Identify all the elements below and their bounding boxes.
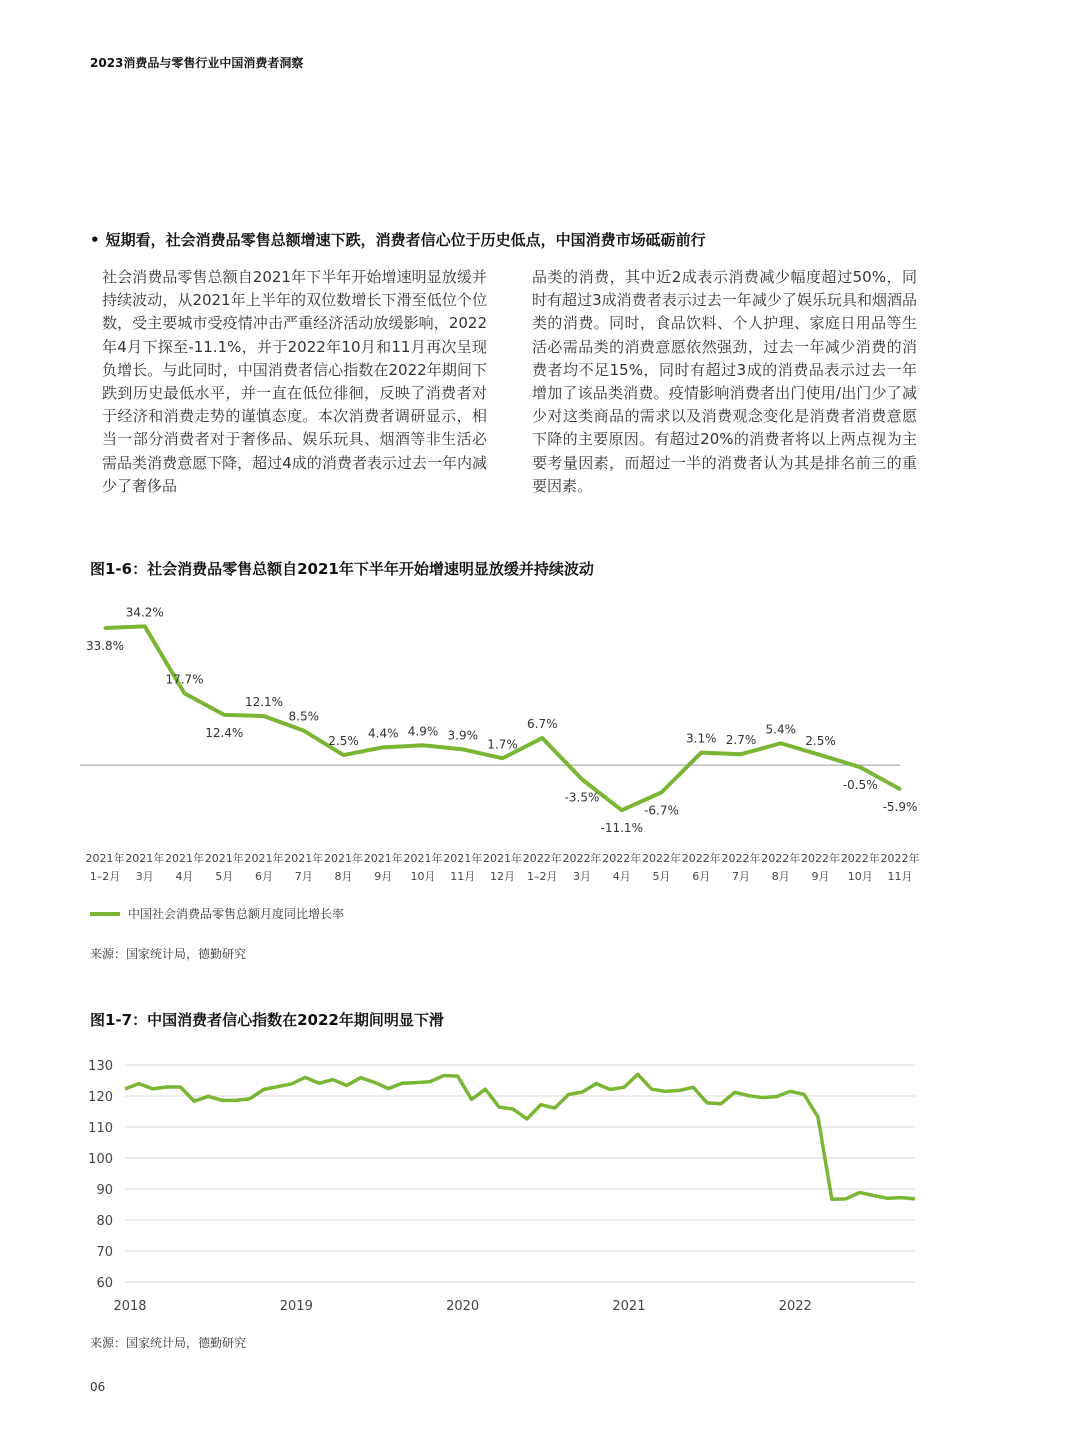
data-point bbox=[422, 744, 425, 747]
figure1-title: 图1-6：社会消费品零售总额自2021年下半年开始增速明显放缓并持续波动 bbox=[90, 560, 594, 578]
x-tick-label: 10月 bbox=[847, 870, 873, 883]
data-point bbox=[541, 736, 544, 739]
x-tick-label: 3月 bbox=[135, 870, 154, 883]
data-point bbox=[899, 788, 902, 791]
data-point bbox=[779, 742, 782, 745]
data-label: 34.2% bbox=[125, 605, 164, 620]
x-tick-label: 10月 bbox=[410, 870, 436, 883]
x-tick-label: 2021年 bbox=[443, 852, 483, 865]
y-tick-label: 130 bbox=[88, 1059, 113, 1074]
x-tick-label: 7月 bbox=[294, 870, 313, 883]
x-tick-label: 2021年 bbox=[483, 852, 522, 865]
data-label: 5.4% bbox=[765, 722, 796, 737]
x-tick-label: 7月 bbox=[732, 870, 750, 883]
x-tick-label: 2021年 bbox=[403, 852, 443, 865]
x-tick-label: 6月 bbox=[692, 870, 711, 883]
x-tick-label: 5月 bbox=[215, 870, 234, 883]
x-tick-label: 2022年 bbox=[801, 852, 840, 865]
x-tick-label: 12月 bbox=[490, 870, 515, 883]
legend-label: 中国社会消费品零售总额月度同比增长率 bbox=[128, 907, 345, 921]
data-point bbox=[819, 754, 822, 757]
consumer-confidence-chart bbox=[80, 1045, 940, 1320]
x-tick-label: 9月 bbox=[374, 870, 393, 883]
data-point bbox=[183, 692, 186, 695]
x-tick-label: 2022年 bbox=[681, 852, 721, 865]
series-line bbox=[125, 1074, 915, 1199]
x-tick-label: 2022年 bbox=[602, 852, 642, 865]
data-point bbox=[302, 729, 305, 732]
x-tick-label: 2021年 bbox=[363, 852, 403, 865]
data-label: -5.9% bbox=[882, 800, 918, 815]
x-tick-label: 2021年 bbox=[244, 852, 284, 865]
document-header: 2023消费品与零售行业中国消费者洞察 bbox=[90, 56, 304, 70]
data-label: 8.5% bbox=[288, 709, 319, 724]
x-tick-label: 9月 bbox=[811, 870, 830, 883]
data-point bbox=[382, 746, 385, 749]
figure1-source: 来源：国家统计局，德勤研究 bbox=[90, 947, 247, 961]
x-tick-label: 4月 bbox=[175, 870, 194, 883]
x-tick-label: 8月 bbox=[334, 870, 353, 883]
data-label: 3.9% bbox=[447, 728, 478, 743]
data-point bbox=[461, 748, 464, 751]
data-label: -11.1% bbox=[600, 821, 643, 836]
x-tick-label: 2021年 bbox=[284, 852, 324, 865]
legend-line-swatch bbox=[90, 912, 120, 916]
y-tick-label: 60 bbox=[96, 1276, 113, 1291]
figure2-title: 图1-7：中国消费者信心指数在2022年期间明显下滑 bbox=[90, 1011, 444, 1029]
y-tick-label: 100 bbox=[88, 1152, 113, 1167]
y-tick-label: 90 bbox=[96, 1183, 113, 1198]
x-tick-label: 2022年 bbox=[642, 852, 681, 865]
data-point bbox=[660, 791, 663, 794]
data-point bbox=[143, 625, 146, 628]
section-title bbox=[90, 229, 706, 250]
x-tick-label: 6月 bbox=[255, 870, 273, 883]
x-tick-label: 5月 bbox=[652, 870, 671, 883]
x-tick-label: 11月 bbox=[450, 870, 476, 883]
x-tick-label: 2021年 bbox=[204, 852, 244, 865]
x-tick-label: 2019 bbox=[279, 1299, 313, 1314]
page-number: 06 bbox=[90, 1380, 106, 1394]
data-point bbox=[263, 715, 266, 718]
data-point bbox=[342, 754, 345, 757]
data-label: -0.5% bbox=[842, 778, 878, 793]
x-tick-label: 3月 bbox=[573, 870, 591, 883]
data-point bbox=[104, 626, 107, 629]
section-title-text: 短期看，社会消费品零售总额增速下跌，消费者信心位于历史低点，中国消费市场砥砺前行 bbox=[105, 231, 706, 249]
x-tick-label: 2022年 bbox=[880, 852, 920, 865]
data-point bbox=[620, 809, 623, 812]
y-tick-label: 110 bbox=[88, 1121, 113, 1136]
data-point bbox=[700, 751, 703, 754]
x-tick-label: 2022 bbox=[778, 1299, 812, 1314]
x-tick-label: 2022年 bbox=[562, 852, 602, 865]
x-tick-label: 1–2月 bbox=[89, 870, 121, 883]
x-tick-label: 2021年 bbox=[324, 852, 363, 865]
data-label: 2.5% bbox=[805, 734, 836, 749]
body-text-left: 社会消费品零售总额自2021年下半年开始增速明显放缓并持续波动，从2021年上半年的双位数增长下滑至低位个位数，受主要城市受疫情冲击严重经济活动放缓影响，2022年4月下探至-11.1%，并于2022年10月和11月再次呈现负增长。与此同时，中国消费者信心指数在2022年期间下跌到历史最低水平，并一直在低位徘徊，反映了消费者对于经济和消费走势的谨慎态度。本次消费者调研显示，相当一部分消费者对于奢侈品、娱乐玩具、烟酒等非生活必需品类消费意愿下降，超过4成的消费者表示过去一年内减少了奢侈品 bbox=[102, 268, 487, 495]
retail-sales-growth-chart bbox=[80, 590, 940, 890]
data-label: 2.5% bbox=[328, 734, 359, 749]
x-tick-label: 2021年 bbox=[165, 852, 204, 865]
x-tick-label: 4月 bbox=[612, 870, 631, 883]
body-text-right: 品类的消费，其中近2成表示消费减少幅度超过50%，同时有超过3成消费者表示过去一年减少了娱乐玩具和烟酒品类的消费。同时，食品饮料、个人护理、家庭日用品等生活必需品类的消费意愿依然强劲，过去一年减少消费的消费者均不足15%，同时有超过3成的消费品表示过去一年增加了该品类消费。疫情影响消费者出门使用/出门少了减少对这类商品的需求以及消费观念变化是消费者消费意愿下降的主要原因。有超过20%的消费者将以上两点视为主要考量因素，而超过一半的消费者认为其是排名前三的重要因素。 bbox=[532, 268, 917, 495]
data-label: 2.7% bbox=[725, 733, 757, 748]
x-tick-label: 8月 bbox=[771, 870, 790, 883]
data-label: -3.5% bbox=[564, 790, 600, 805]
data-label: 17.7% bbox=[165, 672, 204, 687]
data-point bbox=[223, 713, 226, 716]
x-tick-label: 2021年 bbox=[85, 852, 125, 865]
data-label: 12.1% bbox=[244, 695, 284, 710]
y-tick-label: 80 bbox=[96, 1214, 113, 1229]
data-point bbox=[581, 778, 584, 781]
data-label: 1.7% bbox=[487, 737, 518, 752]
x-tick-label: 2021年 bbox=[125, 852, 165, 865]
y-tick-label: 70 bbox=[96, 1245, 113, 1260]
data-label: 12.4% bbox=[205, 725, 244, 740]
data-label: 3.1% bbox=[686, 731, 717, 746]
x-tick-label: 2022年 bbox=[522, 852, 562, 865]
data-label: -6.7% bbox=[644, 803, 679, 818]
x-tick-label: 2022年 bbox=[761, 852, 801, 865]
x-tick-label: 2022年 bbox=[721, 852, 761, 865]
data-label: 6.7% bbox=[527, 716, 558, 731]
data-label: 33.8% bbox=[85, 638, 125, 653]
x-tick-label: 11月 bbox=[887, 870, 913, 883]
x-tick-label: 2021 bbox=[612, 1299, 646, 1314]
y-tick-label: 120 bbox=[88, 1090, 113, 1105]
data-label: 4.9% bbox=[407, 724, 439, 739]
x-tick-label: 2022年 bbox=[840, 852, 880, 865]
x-tick-label: 2020 bbox=[446, 1299, 480, 1314]
data-label: 4.4% bbox=[368, 726, 399, 741]
figure2-source: 来源：国家统计局，德勤研究 bbox=[90, 1336, 247, 1350]
data-point bbox=[859, 766, 862, 769]
bullet-icon: • bbox=[90, 231, 100, 249]
x-tick-label: 1–2月 bbox=[527, 870, 558, 883]
figure1-legend bbox=[90, 905, 344, 922]
x-tick-label: 2018 bbox=[113, 1299, 147, 1314]
data-point bbox=[501, 757, 504, 760]
series-line bbox=[105, 626, 900, 810]
data-point bbox=[740, 753, 743, 756]
